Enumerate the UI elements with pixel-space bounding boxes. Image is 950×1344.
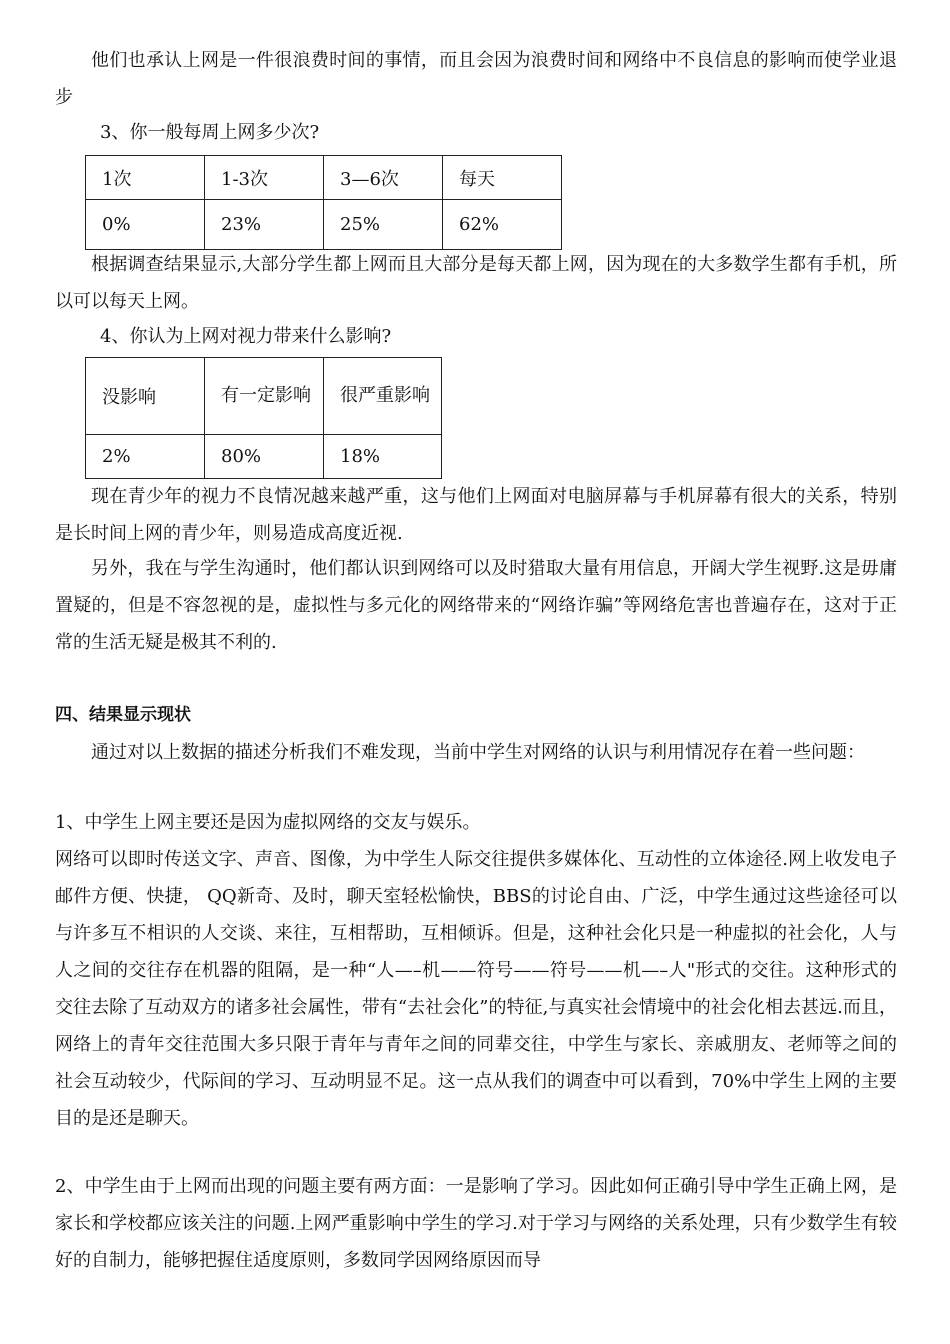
table-value-cell: 62%	[443, 200, 562, 250]
item-1-body: 网络可以即时传送文字、声音、图像，为中学生人际交往提供多媒体化、互动性的立体途径.网上收发电子邮件方便、快捷， QQ新奇、及时，聊天室轻松愉快，BBS的讨论自由、广泛，中学生通过这些途径可以与许多互不相识的人交谈、来往，互相帮助，互相倾诉。但是，这种社会化只是一种虚拟的社会化，人与人之间的交往存在机器的阻隔，是一种“人—–机——符号——符号——机—–人"形式的交往。这种形式的交往去除了互动双方的诸多社会属性，带有“去社会化”的特征,与真实社会情境中的社会化相去甚远.而且，网络上的青年交往范围大多只限于青年与青年之间的同辈交往，中学生与家长、亲戚朋友、老师等之间的社会互动较少，代际间的学习、互动明显不足。这一点从我们的调查中可以看到，70%中学生上网的主要目的是还是聊天。	[55, 849, 897, 1129]
paragraph-3: 现在青少年的视力不良情况越来越严重，这与他们上网面对电脑屏幕与手机屏幕有很大的关系，特别是长时间上网的青少年，则易造成高度近视.	[55, 486, 897, 544]
table-header-cell: 1次	[86, 156, 205, 200]
table-header-cell: 很严重影响	[324, 358, 442, 435]
question-4: 4、你认为上网对视力带来什么影响?	[100, 326, 392, 347]
item-2: 2、中学生由于上网而出现的问题主要有两方面：一是影响了学习。因此如何正确引导中学生正确上网，是家长和学校都应该关注的问题.上网严重影响中学生的学习.对于学习与网络的关系处理，只有少数学生有较好的自制力，能够把握住适度原则，多数同学因网络原因而导	[55, 1176, 897, 1271]
table-header-cell: 3—6次	[324, 156, 443, 200]
paragraph-4: 另外，我在与学生沟通时，他们都认识到网络可以及时猎取大量有用信息，开阔大学生视野.这是毋庸置疑的，但是不容忽视的是，虚拟性与多元化的网络带来的“网络诈骗”等网络危害也普遍存在，这对于正常的生活无疑是极其不利的.	[55, 558, 897, 653]
table-value-cell: 23%	[205, 200, 324, 250]
table-header-cell: 1-3次	[205, 156, 324, 200]
table-header-cell: 没影响	[86, 358, 205, 435]
table-header-cell: 每天	[443, 156, 562, 200]
table-value-cell: 25%	[324, 200, 443, 250]
table-value-cell: 0%	[86, 200, 205, 250]
question-3: 3、你一般每周上网多少次?	[100, 122, 320, 143]
table-vision-impact	[85, 357, 442, 479]
paragraph-5: 通过对以上数据的描述分析我们不难发现，当前中学生对网络的认识与利用情况存在着一些问题：	[91, 742, 865, 763]
table-header-cell: 有一定影响	[205, 358, 324, 435]
table-value-cell: 18%	[324, 435, 442, 479]
table-weekly-frequency	[85, 155, 562, 250]
section-heading: 四、结果显示现状	[55, 705, 191, 725]
paragraph-1: 他们也承认上网是一件很浪费时间的事情，而且会因为浪费时间和网络中不良信息的影响而使学业退步	[55, 50, 897, 108]
table-value-cell: 2%	[86, 435, 205, 479]
paragraph-2: 根据调查结果显示,大部分学生都上网而且大部分是每天都上网，因为现在的大多数学生都有手机，所以可以每天上网。	[55, 254, 897, 312]
table-value-cell: 80%	[205, 435, 324, 479]
item-1-title: 1、中学生上网主要还是因为虚拟网络的交友与娱乐。	[55, 812, 481, 833]
